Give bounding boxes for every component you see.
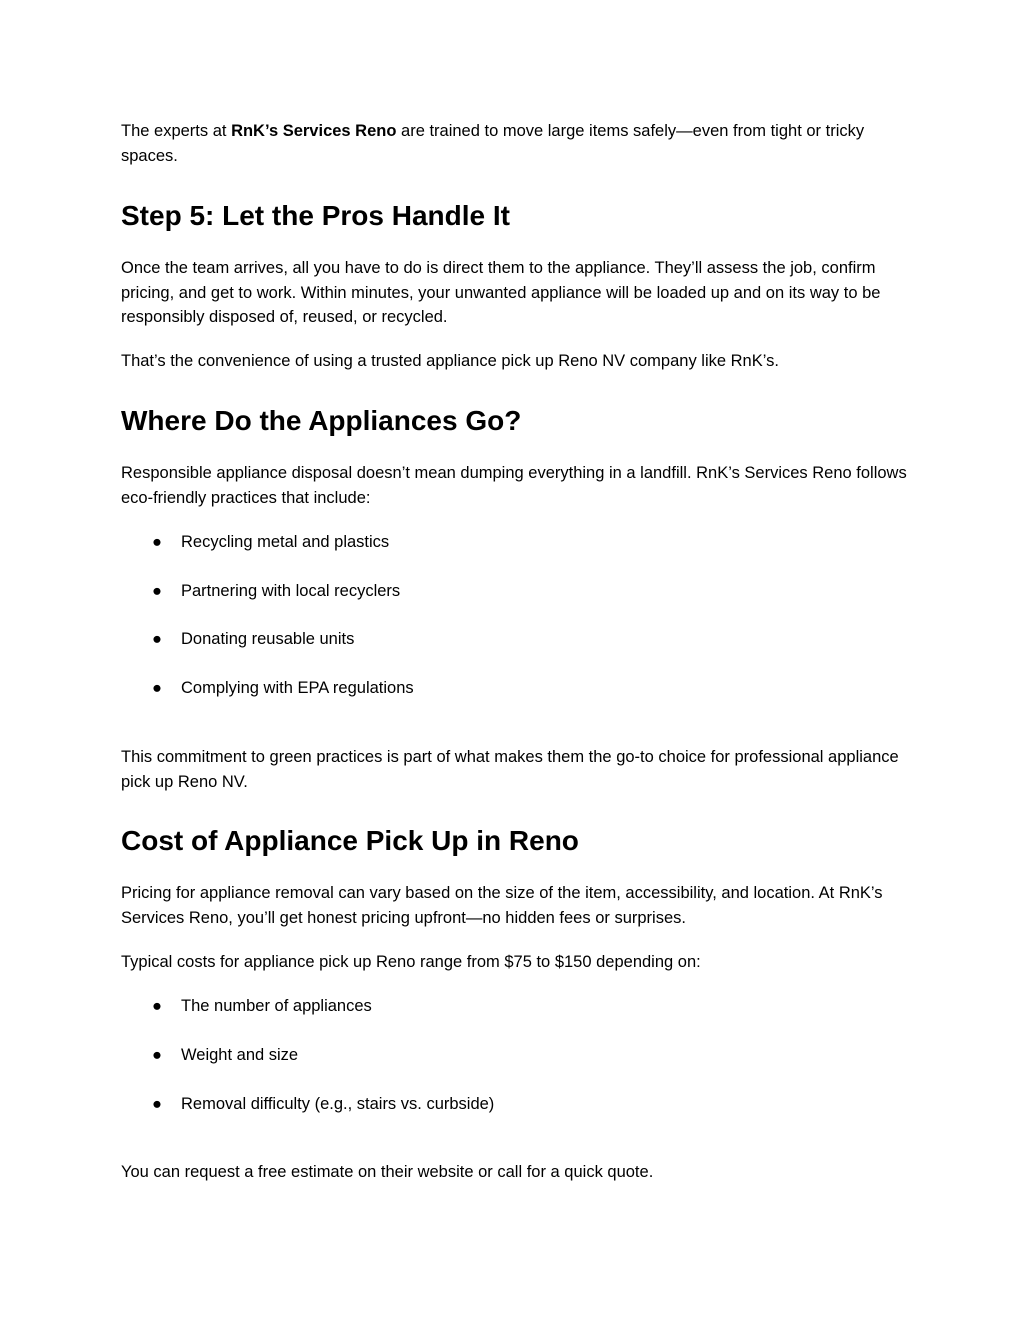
cost-paragraph: Pricing for appliance removal can vary based on the size of the item, accessibility, and location. At RnK’s Services Reno, you’ll get honest pricing upfront—no hidden fees or surprises. bbox=[121, 884, 883, 927]
where-paragraph: Responsible appliance disposal doesn’t mean dumping everything in a landfill. RnK’s Services Reno follows eco-friendly practices that include: bbox=[121, 464, 907, 507]
bullet-icon: ● bbox=[152, 1046, 162, 1064]
list-item-text: Complying with EPA regulations bbox=[181, 679, 414, 697]
intro-text-prefix: The experts at bbox=[121, 122, 232, 140]
intro-paragraph bbox=[121, 119, 911, 168]
bullet-icon: ● bbox=[152, 630, 162, 648]
list-item-text: The number of appliances bbox=[181, 997, 372, 1015]
bullet-icon: ● bbox=[152, 997, 162, 1015]
step5-heading: Step 5: Let the Pros Handle It bbox=[121, 200, 510, 231]
where-heading: Where Do the Appliances Go? bbox=[121, 405, 522, 436]
intro-text-suffix: are trained to move large items safely—even from tight or tricky spaces. bbox=[121, 122, 865, 165]
green-practices-paragraph: This commitment to green practices is part of what makes them the go-to choice for professional appliance pick up Reno NV. bbox=[121, 748, 899, 791]
list-item-text: Weight and size bbox=[181, 1046, 299, 1064]
cost-heading: Cost of Appliance Pick Up in Reno bbox=[121, 825, 579, 856]
list-item-text: Recycling metal and plastics bbox=[181, 533, 390, 551]
estimate-paragraph: You can request a free estimate on their website or call for a quick quote. bbox=[121, 1163, 654, 1181]
bullet-icon: ● bbox=[152, 533, 162, 551]
step5-paragraph: Once the team arrives, all you have to do is direct them to the appliance. They’ll assess the job, confirm pricing, and get to work. Within minutes, your unwanted appliance will be loaded up and on its way to be responsibly disposed of, reused, or recycled. bbox=[121, 259, 881, 326]
company-name: RnK’s Services Reno bbox=[231, 122, 397, 140]
bullet-icon: ● bbox=[152, 679, 162, 697]
typical-costs-paragraph: Typical costs for appliance pick up Reno range from $75 to $150 depending on: bbox=[121, 953, 701, 971]
step5-convenience-paragraph: That’s the convenience of using a trusted appliance pick up Reno NV company like RnK’s. bbox=[121, 352, 779, 370]
bullet-icon: ● bbox=[152, 582, 162, 600]
bullet-icon: ● bbox=[152, 1095, 162, 1113]
list-item-text: Removal difficulty (e.g., stairs vs. curbside) bbox=[181, 1095, 495, 1113]
list-item-text: Donating reusable units bbox=[181, 630, 355, 648]
list-item-text: Partnering with local recyclers bbox=[181, 582, 401, 600]
